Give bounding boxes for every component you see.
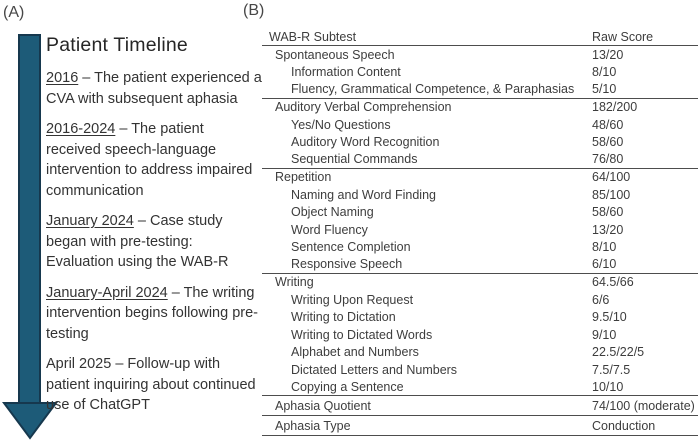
- table-row: [262, 326, 698, 344]
- table-row: [262, 274, 698, 292]
- subtest-cell: Word Fluency: [291, 222, 368, 237]
- raw-score-cell: 22.5/22/5: [592, 345, 645, 360]
- raw-score-cell: 74/100 (moderate): [592, 398, 695, 413]
- table-body: [262, 46, 698, 436]
- patient-timeline: [46, 34, 262, 426]
- column-header-raw-score: Raw Score: [592, 29, 654, 44]
- raw-score-cell: 8/10: [592, 65, 617, 80]
- raw-score-cell: 9.5/10: [592, 310, 627, 325]
- timeline-entry-text: – The writing intervention begins following pre-testing: [46, 284, 258, 342]
- table-row: [262, 116, 698, 134]
- subtest-cell: Naming and Word Finding: [291, 187, 436, 202]
- raw-score-cell: 182/200: [592, 100, 638, 115]
- raw-score-cell: 5/10: [592, 82, 617, 97]
- table-row: [262, 256, 698, 274]
- table-row: [262, 46, 698, 64]
- table-header-row: [262, 28, 698, 46]
- subtest-cell: Alphabet and Numbers: [291, 345, 419, 360]
- subtest-cell: Object Naming: [291, 205, 374, 220]
- raw-score-cell: 58/60: [592, 135, 624, 150]
- table-row: [262, 169, 698, 187]
- timeline-entry-text: – The patient received speech-language intervention to address impaired communication: [46, 121, 253, 199]
- table-row: [262, 239, 698, 257]
- raw-score-cell: 64.5/66: [592, 275, 634, 290]
- column-header-subtest: WAB-R Subtest: [269, 29, 357, 44]
- subtest-cell: Responsive Speech: [291, 257, 403, 272]
- subtest-cell: Auditory Word Recognition: [291, 135, 440, 150]
- timeline-entry: [46, 283, 262, 345]
- subtest-cell: Dictated Letters and Numbers: [291, 362, 458, 377]
- table-row: [262, 134, 698, 152]
- raw-score-cell: 6/10: [592, 257, 617, 272]
- subtest-cell: Writing Upon Request: [291, 292, 414, 307]
- table-row: [262, 151, 698, 169]
- table-row: [262, 361, 698, 379]
- subtest-cell: Writing to Dictation: [291, 310, 396, 325]
- table-row: [262, 81, 698, 99]
- raw-score-cell: 9/10: [592, 327, 617, 342]
- timeline-entry-text: – The patient experienced a CVA with subsequent aphasia: [46, 70, 262, 107]
- table-row: [262, 204, 698, 222]
- timeline-entry-text: – Follow-up with patient inquiring about continued use of ChatGPT: [46, 356, 256, 413]
- timeline-entry: [46, 354, 262, 416]
- table-row: [262, 309, 698, 327]
- subtest-cell: Sequential Commands: [291, 152, 418, 167]
- timeline-entry-date: January 2024: [46, 213, 134, 229]
- panel-b-label: (B): [243, 2, 265, 19]
- table-row: [262, 396, 698, 416]
- raw-score-cell: 10/10: [592, 379, 624, 394]
- subtest-cell: Writing: [275, 275, 314, 290]
- raw-score-cell: Conduction: [592, 418, 656, 433]
- table-row: [262, 99, 698, 117]
- timeline-entry: [46, 119, 262, 201]
- timeline-entry: [46, 68, 262, 109]
- raw-score-cell: 48/60: [592, 117, 624, 132]
- table-row: [262, 291, 698, 309]
- subtest-cell: Aphasia Quotient: [275, 398, 371, 413]
- raw-score-cell: 13/20: [592, 47, 624, 62]
- subtest-cell: Repetition: [275, 170, 332, 185]
- raw-score-cell: 13/20: [592, 222, 624, 237]
- subtest-cell: Information Content: [291, 65, 401, 80]
- timeline-entry-date: April 2025: [46, 356, 112, 372]
- raw-score-cell: 8/10: [592, 240, 617, 255]
- raw-score-cell: 7.5/7.5: [592, 362, 631, 377]
- raw-score-cell: 85/100: [592, 187, 631, 202]
- raw-score-cell: 6/6: [592, 292, 610, 307]
- arrow-shaft: [19, 35, 40, 404]
- timeline-title: Patient Timeline: [46, 34, 188, 56]
- wab-r-score-table: [262, 28, 698, 436]
- timeline-entry-text: – Case study began with pre-testing: Evaluation using the WAB-R: [46, 213, 229, 270]
- subtest-cell: Fluency, Grammatical Competence, & Paraphasias: [291, 82, 575, 97]
- timeline-entry-date: January-April 2024: [46, 284, 168, 301]
- subtest-cell: Yes/No Questions: [291, 117, 391, 132]
- timeline-entry-date: 2016: [46, 70, 79, 86]
- table-row: [262, 64, 698, 82]
- table-row: [262, 416, 698, 436]
- table-row: [262, 379, 698, 397]
- subtest-cell: Copying a Sentence: [291, 379, 404, 394]
- subtest-cell: Writing to Dictated Words: [291, 327, 433, 342]
- subtest-cell: Sentence Completion: [291, 240, 411, 255]
- subtest-cell: Aphasia Type: [275, 418, 351, 433]
- table-row: [262, 344, 698, 362]
- table-row: [262, 221, 698, 239]
- table-row: [262, 186, 698, 204]
- subtest-cell: Auditory Verbal Comprehension: [275, 100, 452, 115]
- raw-score-cell: 76/80: [592, 152, 624, 167]
- panel-a-label: (A): [3, 4, 25, 21]
- timeline-entry: [46, 211, 262, 273]
- timeline-entry-date: 2016-2024: [46, 121, 116, 137]
- subtest-cell: Spontaneous Speech: [275, 47, 395, 62]
- raw-score-cell: 64/100: [592, 170, 631, 185]
- raw-score-cell: 58/60: [592, 205, 624, 220]
